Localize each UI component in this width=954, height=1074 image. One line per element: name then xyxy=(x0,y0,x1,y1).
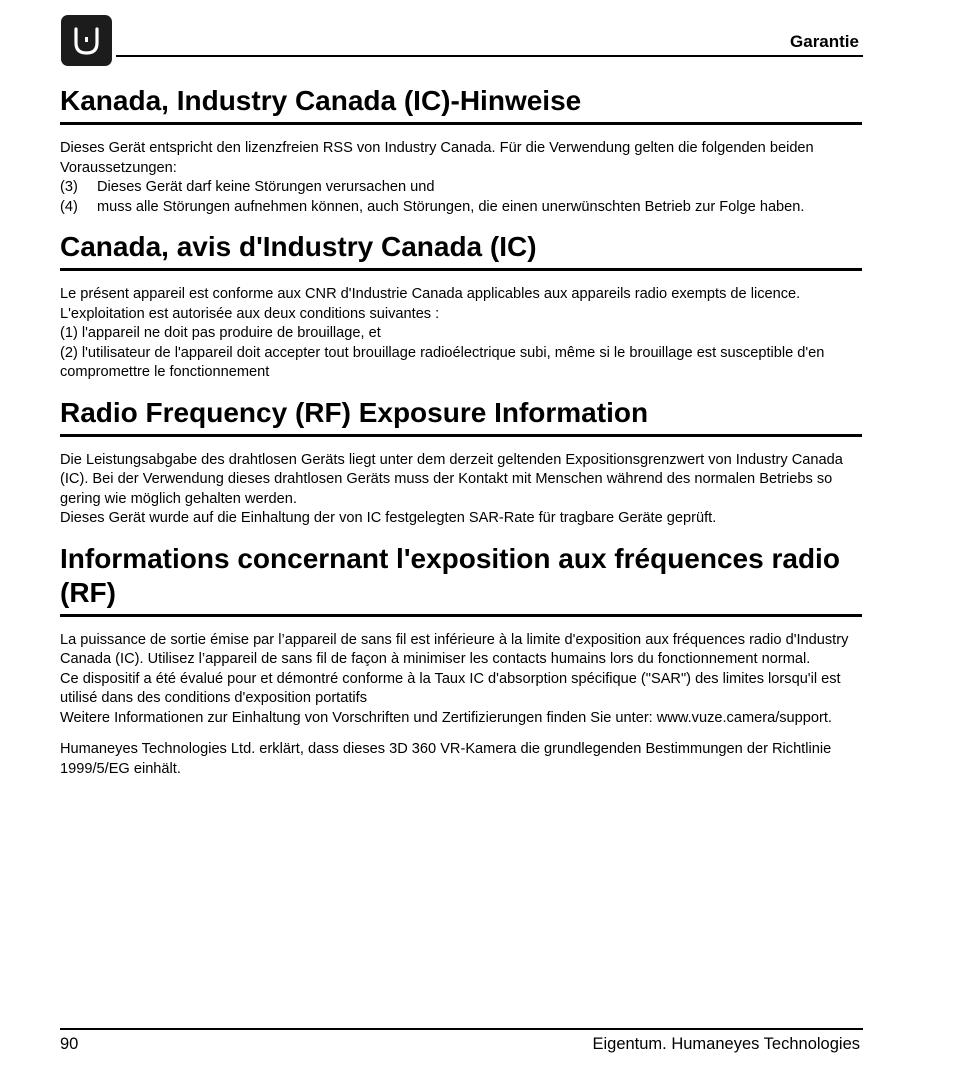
list-item xyxy=(60,178,862,198)
list-text: muss alle Störungen aufnehmen können, auch Störungen, die einen unerwünschten Betrieb zur Folge haben. xyxy=(97,198,805,215)
paragraph: Le présent appareil est conforme aux CNR d'Industrie Canada applicables aux appareils radio exempts de licence. L'exploitation est autorisée aux deux conditions suivantes : xyxy=(60,286,801,322)
paragraph: Die Leistungsabgabe des drahtlosen Geräts liegt unter dem derzeit geltenden Expositionsgrenzwert von Industry Canada (IC). Bei der Verwendung dieses drahtlosen Geräts muss der Kontakt mit Menschen während des normalen Betriebs so gering wie möglich gehalten werden. xyxy=(60,451,843,507)
paragraph: Dieses Gerät entspricht den lizenzfreien RSS von Industry Canada. Für die Verwendung gelten die folgenden beiden Voraussetzungen: xyxy=(60,140,814,176)
paragraph-gap xyxy=(60,728,862,740)
section-title: Canada, avis d'Industry Canada (IC) xyxy=(60,230,862,271)
paragraph: Weitere Informationen zur Einhaltung von Vorschriften und Zertifizierungen finden Sie unter: www.vuze.camera/support. xyxy=(60,709,832,726)
paragraph: La puissance de sortie émise par l’appareil de sans fil est inférieure à la limite d'exposition aux fréquences radio d'Industry Canada (IC). Utilisez l’appareil de sans fil de façon à minimiser les contacts humains lors du fonctionnement normal. xyxy=(60,631,849,667)
section-body xyxy=(60,285,862,383)
paragraph: Ce dispositif a été évalué pour et démontré conforme à la Taux IC d'absorption spécifique ("SAR") des limites lorsqu'il est utilisé dans des conditions d'exposition portatifs xyxy=(60,670,841,706)
list-number: (3) xyxy=(60,179,78,195)
paragraph: (1) l'appareil ne doit pas produire de brouillage, et xyxy=(60,325,381,341)
section-title: Kanada, Industry Canada (IC)-Hinweise xyxy=(60,84,862,125)
declaration-paragraph: Humaneyes Technologies Ltd. erklärt, dass dieses 3D 360 VR-Kamera die grundlegenden Bestimmungen der Richtlinie 1999/5/EG einhält. xyxy=(60,741,832,777)
section-body xyxy=(60,451,862,529)
footer-owner: Eigentum. Humaneyes Technologies xyxy=(592,1035,860,1053)
footer-rule xyxy=(60,1028,863,1030)
list-number: (4) xyxy=(60,198,78,215)
section-body xyxy=(60,139,862,217)
page-content xyxy=(60,84,862,792)
page-number: 90 xyxy=(60,1035,79,1053)
paragraph: (2) l'utilisateur de l'appareil doit accepter tout brouillage radioélectrique subi, même si le brouillage est susceptible d'en compromettre le fonctionnement xyxy=(60,344,825,380)
section-body xyxy=(60,631,862,780)
section-title: Informations concernant l'exposition aux fréquences radio (RF) xyxy=(60,542,862,617)
header-rule xyxy=(116,55,863,57)
paragraph: Dieses Gerät wurde auf die Einhaltung der von IC festgelegten SAR-Rate für tragbare Geräte geprüft. xyxy=(60,510,717,526)
section-label: Garantie xyxy=(790,32,859,51)
list-text: Dieses Gerät darf keine Störungen verursachen und xyxy=(97,179,435,195)
vuze-u-logo-icon xyxy=(61,15,112,66)
section-title: Radio Frequency (RF) Exposure Information xyxy=(60,396,862,437)
list-item xyxy=(60,198,862,218)
